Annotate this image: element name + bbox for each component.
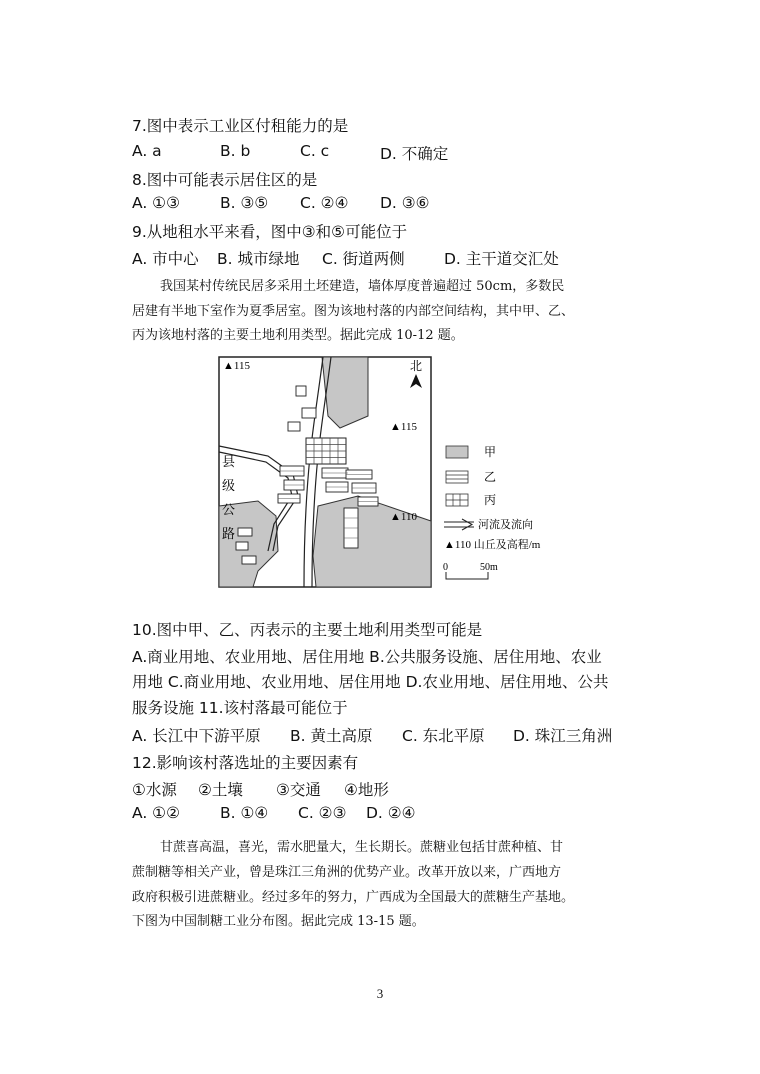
legend-swatch-yi xyxy=(446,471,468,483)
passage1-line: 居建有半地下室作为夏季居室。图为该地村落的内部空间结构，其中甲、乙、 xyxy=(132,304,575,319)
q12-factor: ②土壤 xyxy=(198,781,243,799)
q12-factor: ①水源 xyxy=(132,781,177,799)
north-label: 北 xyxy=(410,359,423,373)
q7-option-a: A. a xyxy=(132,142,162,160)
q10-stem: 10.图中甲、乙、丙表示的主要土地利用类型可能是 xyxy=(132,621,483,639)
legend-label: 丙 xyxy=(484,493,497,507)
q12-factor: ③交通 xyxy=(276,781,321,799)
q10-options-line: A.商业用地、农业用地、居住用地 B.公共服务设施、居住用地、农业 xyxy=(132,648,602,666)
area-jia xyxy=(322,357,368,428)
q8-option-b: B. ③⑤ xyxy=(220,194,269,212)
passage1-line: 丙为该地村落的主要土地利用类型。据此完成 10-12 题。 xyxy=(132,328,464,343)
village-map xyxy=(218,356,548,588)
q8-stem: 8.图中可能表示居住区的是 xyxy=(132,171,318,189)
q11-option-d: D. 珠江三角洲 xyxy=(513,727,613,745)
passage2-line: 甘蔗喜高温，喜光，需水肥量大，生长期长。蔗糖业包括甘蔗种植、甘 xyxy=(160,840,564,855)
scale-bar xyxy=(446,572,488,579)
legend-label: ▲110 山丘及高程/m xyxy=(444,539,541,551)
q7-option-b: B. b xyxy=(220,142,251,160)
q12-option-b: B. ①④ xyxy=(220,804,269,822)
q12-stem: 12.影响该村落选址的主要因素有 xyxy=(132,754,359,772)
elevation-label: ▲115 xyxy=(390,421,417,433)
scale-label: 0 xyxy=(443,562,448,573)
q11-option-c: C. 东北平原 xyxy=(402,727,485,745)
passage2-line: 蔗制糖等相关产业，曾是珠江三角洲的优势产业。改革开放以来，广西地方 xyxy=(132,865,562,880)
scale-label: 50m xyxy=(480,562,498,573)
q11-option-a: A. 长江中下游平原 xyxy=(132,727,261,745)
legend-label: 乙 xyxy=(484,470,497,484)
q8-option-a: A. ①③ xyxy=(132,194,180,212)
q11-option-b: B. 黄土高原 xyxy=(290,727,373,745)
legend-river-icon xyxy=(444,519,474,530)
q12-option-a: A. ①② xyxy=(132,804,180,822)
legend-swatch-jia xyxy=(446,446,468,458)
q12-option-c: C. ②③ xyxy=(298,804,347,822)
q9-option-a: A. 市中心 xyxy=(132,250,199,268)
legend-label: 河流及流向 xyxy=(478,519,533,531)
area-bing xyxy=(306,438,346,464)
q9-option-c: C. 街道两侧 xyxy=(322,250,405,268)
q7-option-c: C. c xyxy=(300,142,330,160)
q10-options-line: 服务设施 11.该村落最可能位于 xyxy=(132,699,348,717)
elevation-label: ▲110 xyxy=(390,511,417,523)
road-label-char: 县 xyxy=(222,455,236,470)
passage2-line: 政府积极引进蔗糖业。经过多年的努力，广西成为全国最大的蔗糖生产基地。 xyxy=(132,890,575,905)
q10-options-line: 用地 C.商业用地、农业用地、居住用地 D.农业用地、居住用地、公共 xyxy=(132,673,609,691)
q8-option-d: D. ③⑥ xyxy=(380,194,430,212)
legend-label: 甲 xyxy=(484,445,497,459)
passage2-line: 下图为中国制糖工业分布图。据此完成 13-15 题。 xyxy=(132,914,425,929)
elevation-label: ▲115 xyxy=(223,360,250,372)
road-label-char: 路 xyxy=(222,527,236,542)
q9-stem: 9.从地租水平来看，图中③和⑤可能位于 xyxy=(132,223,408,241)
q9-option-b: B. 城市绿地 xyxy=(217,250,300,268)
q12-factor: ④地形 xyxy=(344,781,389,799)
q7-stem: 7.图中表示工业区付租能力的是 xyxy=(132,117,349,135)
q7-option-d: D. 不确定 xyxy=(380,145,449,163)
road-label-char: 公 xyxy=(222,503,236,518)
page-number: 3 xyxy=(376,986,384,1001)
road-label-char: 级 xyxy=(222,479,236,494)
q9-option-d: D. 主干道交汇处 xyxy=(444,250,559,268)
legend-swatch-bing xyxy=(446,494,468,506)
q12-option-d: D. ②④ xyxy=(366,804,416,822)
passage1-line: 我国某村传统民居多采用土坯建造，墙体厚度普遍超过 50cm，多数民 xyxy=(160,279,565,294)
q8-option-c: C. ②④ xyxy=(300,194,349,212)
